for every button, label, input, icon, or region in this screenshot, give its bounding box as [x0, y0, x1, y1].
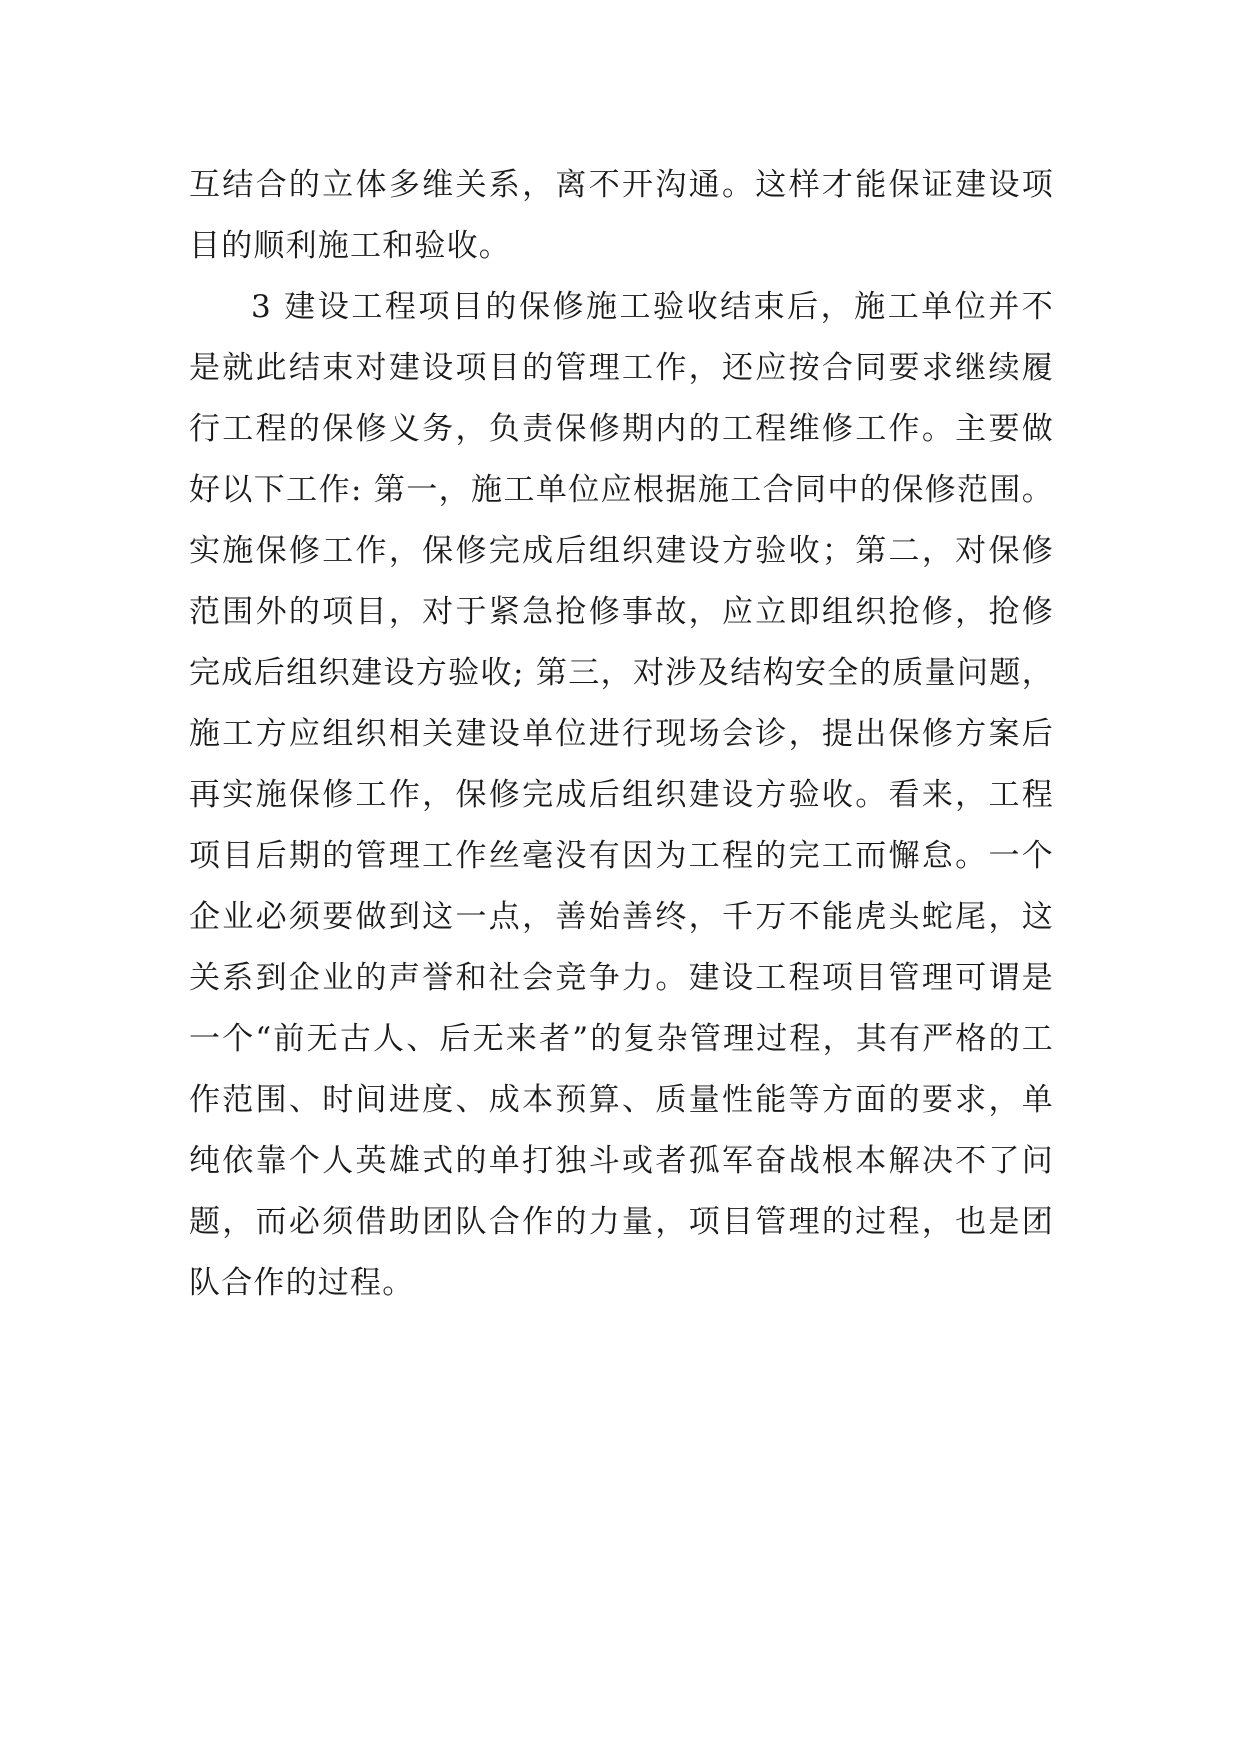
- paragraph-continuation: 互结合的立体多维关系，离不开沟通。这样才能保证建设项目的顺利施工和验收。: [189, 167, 1054, 264]
- body-text: [189, 155, 1054, 1314]
- paragraph-section-3: 3 建设工程项目的保修施工验收结束后，施工单位并不是就此结束对建设项目的管理工作，还应按合同要求继续履行工程的保修义务，负责保修期内的工程维修工作。主要做好以下工作: 第一，施工单位应根据施工合同中的保修范围。实施保修工作，保修完成后组织建设方验收；第二，对保修范围外的项目，对于紧急抢修事故，应立即组织抢修，抢修完成后组织建设方验收; 第三，对涉及结构安全的质量问题，施工方应组织相关建设单位进行现场会诊，提出保修方案后再实施保修工作，保修完成后组织建设方验收。看来，工程项目后期的管理工作丝毫没有因为工程的完工而懈怠。一个企业必须要做到这一点，善始善终，千万不能虎头蛇尾，这关系到企业的声誉和社会竞争力。建设工程项目管理可谓是一个“前无古人、后无来者”的复杂管理过程，其有严格的工作范围、时间进度、成本预算、质量性能等方面的要求，单纯依靠个人英雄式的单打独斗或者孤军奋战根本解决不了问题，而必须借助团队合作的力量，项目管理的过程，也是团队合作的过程。: [189, 289, 1054, 1301]
